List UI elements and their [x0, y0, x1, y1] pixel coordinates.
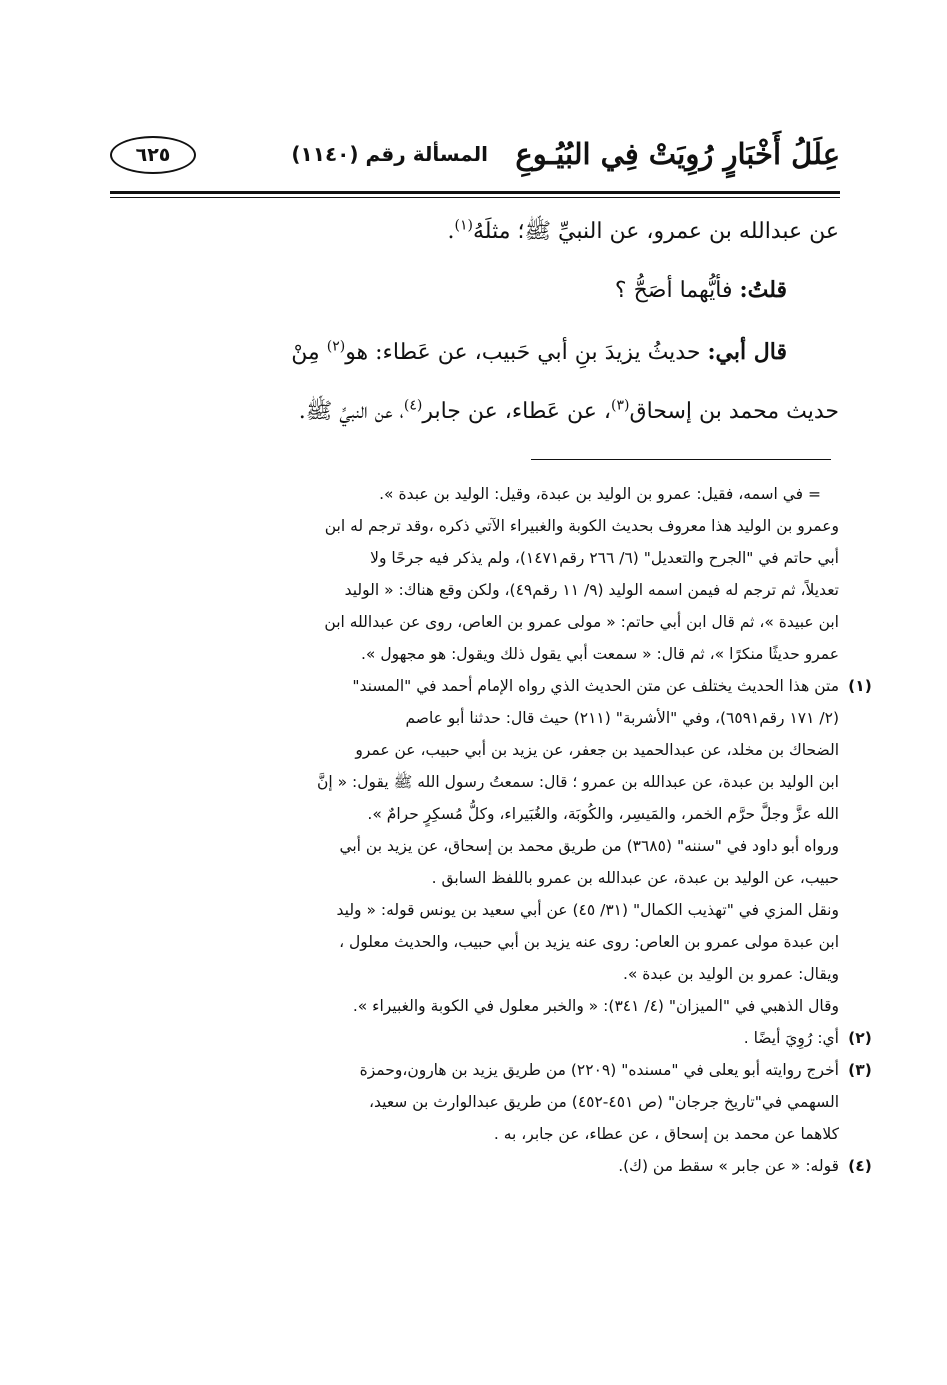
main-line-4	[109, 392, 839, 450]
footnote-ref: (٣)	[611, 397, 630, 414]
footnote-line: ابن عبيدة »، ثم قال ابن أبي حاتم: « مولى عمرو بن العاص، روى عن عبدالله ابن	[324, 613, 839, 631]
footnote-continued	[109, 478, 839, 670]
footnote-line: ابن عبدة مولى عمرو بن العاص: روى عنه يزيد بن أبي حبيب، والحديث معلول ،	[339, 933, 839, 951]
footnotes	[109, 478, 872, 1182]
footnote-line: كلاهما عن محمد بن إسحاق ، عن عطاء، عن جابر، به .	[493, 1125, 839, 1143]
footnote-ref: (٢)	[326, 338, 346, 355]
footnote-line: وقال الذهبي في "الميزان" (٤/ ٣٤١): « والخبر معلول في الكوبة والغبيراء ».	[352, 997, 839, 1015]
footnote-2	[109, 1022, 872, 1054]
lead-word: قال أبي:	[707, 339, 787, 365]
footnote-ref: (١)	[454, 217, 473, 234]
main-text-span: ، عن عَطاء، عن جابر	[422, 399, 612, 424]
footnote-line: أبي حاتم في "الجرح والتعديل" (٦/ ٢٦٦ رقم١٤٧١)، ولم يذكر فيه جرحًا ولا	[370, 549, 839, 567]
footnote-1	[109, 670, 872, 1022]
main-text-span: فأيُّهما أصَحُّ ؟	[614, 278, 740, 303]
footnote-ref: (٤)	[403, 397, 423, 414]
main-text	[109, 212, 839, 450]
footnote-4	[109, 1150, 872, 1182]
main-text-span: عن عبدالله بن عمرو، عن النبيِّ ﷺ؛ مثلَهُ	[473, 219, 839, 244]
header-rule-thick	[110, 191, 840, 194]
footnote-line: ورواه أبو داود في "سننه" (٣٦٨٥) من طريق محمد بن إسحاق، عن يزيد بن أبي	[339, 837, 839, 855]
footnote-3	[109, 1054, 872, 1150]
footnote-line: قوله: « عن جابر » سقط من (ك).	[618, 1157, 839, 1175]
footnote-line: ويقال: عمرو بن الوليد بن عبدة ».	[622, 965, 839, 983]
main-text-span: حديث محمد بن إسحاق	[629, 399, 839, 424]
footnote-line: الله عزَّ وجلَّ حرَّم الخمر، والمَيسِر، والكُوبَة، والغُبَيراء، وكلُّ مُسكِرٍ حرامٌ ».	[367, 805, 839, 823]
footnote-line: متن هذا الحديث يختلف عن متن الحديث الذي رواه الإمام أحمد في "المسند"	[352, 677, 839, 695]
main-text-span: ، عن النبيِّ ﷺ.	[298, 399, 404, 424]
footnote-line: = في اسمه، فقيل: عمرو بن الوليد بن عبدة، وقيل: الوليد بن عبدة ».	[379, 485, 821, 503]
footnote-line: الضحاك بن مخلد، عن عبدالحميد بن جعفر، عن يزيد بن أبي حبيب، عن عمرو	[355, 741, 839, 759]
page-number: ٦٢٥	[110, 136, 196, 174]
footnote-number: (٢)	[848, 1029, 872, 1047]
main-text-span: مِنْ	[291, 340, 327, 365]
running-header	[110, 128, 840, 182]
footnote-line: عمرو حديثًا منكرًا »، ثم قال: « سمعت أبي يقول ذلك ويقول: هو مجهول ».	[360, 645, 839, 663]
footnote-separator	[531, 459, 831, 460]
main-line-2	[109, 270, 839, 332]
footnote-line: (٢/ ١٧١ رقم٦٥٩١)، وفي "الأشربة" (٢١١) حيث قال: حدثنا أبو عاصم	[405, 709, 839, 727]
main-line-3	[109, 332, 839, 392]
footnote-line: وعمرو بن الوليد هذا معروف بحديث الكوبة والغبيراء الآتي ذكره ،وقد ترجم له ابن	[324, 517, 839, 535]
footnote-line: ونقل المزي في "تهذيب الكمال" (٣١/ ٤٥) عن أبي سعيد بن يونس قوله: « وليد	[336, 901, 839, 919]
footnote-line: أي: رُوِيَ أيضًا .	[743, 1029, 839, 1047]
footnote-line: حبيب، عن الوليد بن عبدة، عن عبدالله بن عمرو باللفظ السابق .	[431, 869, 839, 887]
footnote-number: (٤)	[848, 1157, 872, 1175]
main-text-span: حديثُ يزيدَ بنِ أبي حَبيب، عن عَطاء: هو	[345, 340, 708, 365]
main-line-1	[109, 212, 839, 270]
main-text-span: .	[447, 219, 455, 244]
footnote-number: (١)	[848, 677, 872, 695]
footnote-line: السهمي في"تاريخ جرجان" (ص ٤٥١-٤٥٢) من طريق عبدالوارث بن سعيد،	[369, 1093, 839, 1111]
lead-word: قلتُ:	[739, 277, 787, 303]
footnote-line: ابن الوليد بن عبدة، عن عبدالله بن عمرو ؛ قال: سمعتُ رسول الله ﷺ يقول: « إنَّ	[316, 773, 839, 791]
footnote-number: (٣)	[848, 1061, 872, 1079]
footnote-line: أخرج روايته أبو يعلى في "مسنده" (٢٢٠٩) من طريق يزيد بن هارون،وحمزة	[359, 1061, 839, 1079]
book-title: عِلَلُ أَخْبَارٍ رُوِيَتْ فِي البُيُـوعِ	[515, 137, 840, 171]
issue-number: المسألة رقم (١١٤٠)	[291, 142, 488, 166]
footnote-line: تعديلاً، ثم ترجم له فيمن اسمه الوليد (٩/ ١١ رقم٤٩)، ولكن وقع هناك: « الوليد	[344, 581, 839, 599]
header-rule-thin	[110, 197, 840, 198]
